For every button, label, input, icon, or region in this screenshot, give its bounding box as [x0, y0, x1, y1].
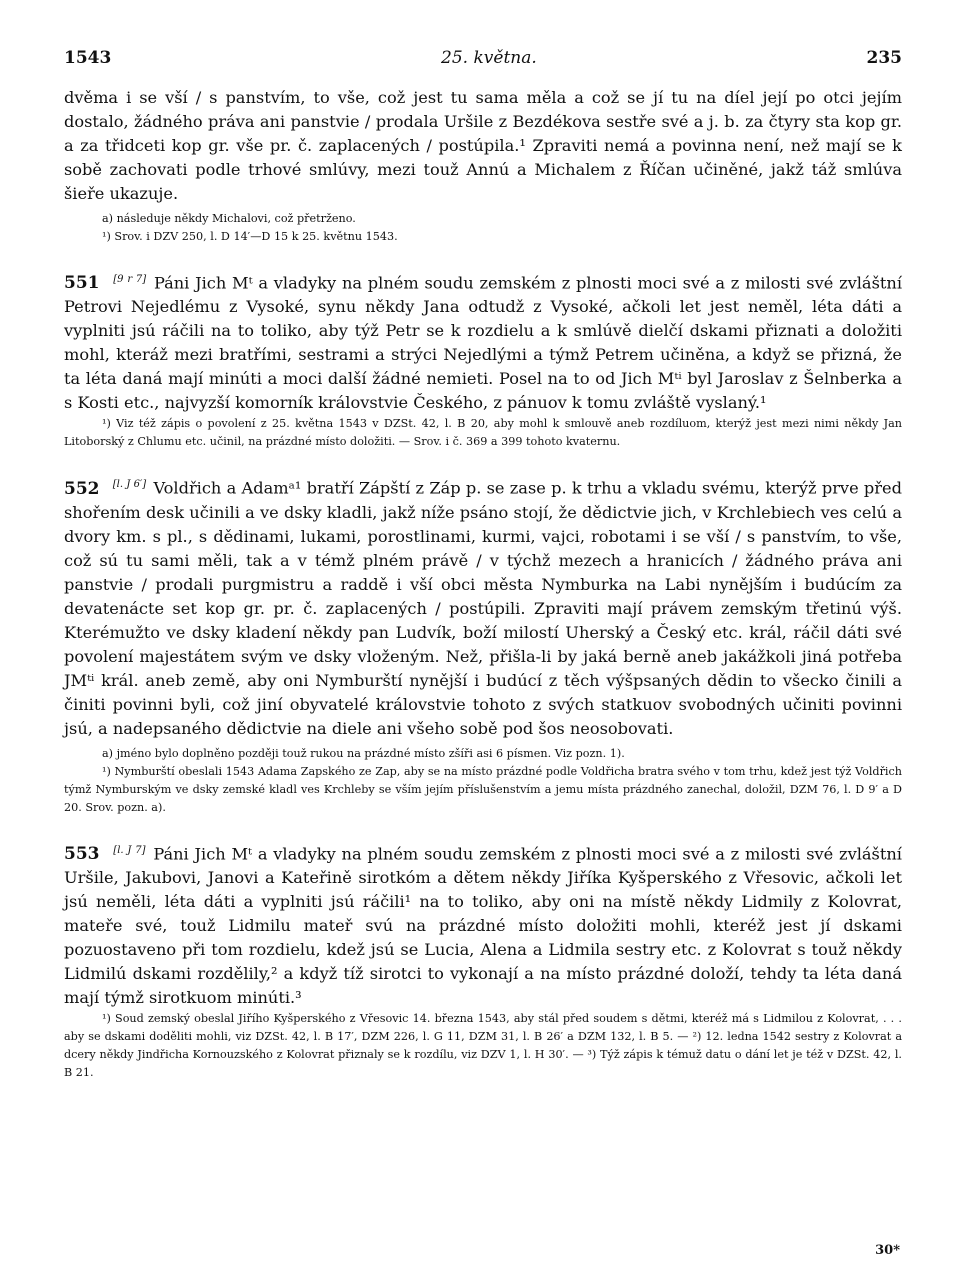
entry-text: Páni Jich Mᵗ a vladyky na plném soudu zemském z plnosti moci své a z milosti své zvláštní Petrovi Nejedlému z Vysoké, synu někdy Jana odtudž z Vysoké, ačkoli let jest neměl, léta dáti a vyplniti jsú ráčili na to toliko, aby týž Petr se k rozdielu a k smlúvě dielčí dskami přiznati a doložiti mohl, kteráž mezi bratřími, sestrami a strýci Nejedlými a týmž Petrem učiněna, a když se přizná, že ta léta daná mají minúti a moci další žádné nemieti. Posel na to od Jich Mᵗⁱ byl Jaroslav z Šelnberka a s Kosti etc., najvyzší komorník královstvie Českého, z pánuov k tomu zvláště vyslaný.¹	[64, 273, 902, 413]
entry-note: ¹) Soud zemský obeslal Jiřího Kyšperského z Vřesovic 14. března 1543, aby stál před soudem s dětmi, kteréž má s Lidmilou z Kolovrat, . . . aby se dskami doděliti mohli, viz DZSt. 42, l. B 17′, DZM 226, l. G 11, DZM 31, l. B 26′ a DZM 132, l. B 5. — ²) 12. lednа 1542 sestry z Kolovrat a dcery někdy Jindřicha Kornouzského z Kolovrat přiznaly se k rozdílu, viz DZV 1, l. H 30′. — ³) Týž zápis k témuž datu o dání let je též v DZSt. 42, l. B 21.	[64, 1012, 902, 1080]
entry-number: 553	[64, 844, 100, 865]
entry-number: 552	[64, 478, 100, 499]
intro-note-a: a) následuje někdy Michalovi, což přetrženo.	[102, 212, 356, 225]
entry-note-a: a) jméno bylo doplněno později touž rukou na prázdné místo zšíři asi 6 písmen. Viz pozn. 1).	[102, 746, 625, 760]
entry-note: ¹) Nymburští obeslali 1543 Adama Zapského ze Zap, aby se na místo prázdné podle Voldřicha bratra svého v tom trhu, kdež jest týž Voldřich týmž Nymburským ve dsky zemské kladl ves Krchleby se vším jejím příslušenstvím a jemu místa prázdného zanechal, doložil, DZM 76, l. D 9′ a D 20. Srov. pozn. a).	[64, 764, 902, 814]
entry-number: 551	[64, 273, 100, 294]
margin-reference: [l. J 7]	[113, 844, 146, 856]
signature-mark: 30*	[875, 1243, 900, 1258]
entry-text: Páni Jich Mᵗ a vladyky na plném soudu zemském z plnosti moci své a z milosti své zvláštní Uršile, Jakubovi, Janovi a Kateřině sirotkóm a dětem někdy Jiříka Kyšperského z Vřesovic, ačkoli let jsú neměli, léta dáti a vyplniti jsú ráčili¹ na to toliko, aby oni na místě někdy Lidmily z Kolovrat, mateře své, touž Lidmilu mateř svú na prázdné místo doložiti mohli, kteréž jest jí dskami pozuostaveno při tom rozdielu, kdež jsú se Lucia, Alena a Lidmila sestry etc. z Kolovrat s touž někdy Lidmilú dskami rozdělily,² a když tíž sirotci to vykonají a na místo prázdné doloží, tehdy ta léta daná mají týmž sirotkuom minúti.³	[64, 844, 902, 1008]
header-year: 1543	[64, 48, 112, 68]
page-header	[64, 48, 902, 68]
entry-551	[64, 268, 902, 451]
entry-text: Voldřich a Adamᵃ¹ bratří Zápští z Záp p. se zase p. k trhu a vkladu svému, kterýž prve před shořením desk učinili a ve dsky kladli, jakž níže psáno stojí, že dědictvie jich, v Krchlebiech ves celú a dvory km. s pl., s dědinami, lukami, porostlinami, kurmi, vajci, robotami i se vší / s panstvím, to vše, což sú tu sami měli, tak a v témž plném právě / v týchž mezech a hranicích / žádného práva ani panstvie / prodali purgmistru a raddě i vší obci města Nymburka na Labi nynějším i budúcím za devatenácte set kop gr. pr. č. zaplacených / postúpili. Zpraviti mají právem zemským třetinú výš. Kterémužto ve dsky kladení někdy pan Ludvík, boží milostí Uherský a Český etc. král, ráčil dáti své povolení majestátem svým ve dsky vloženým. Než, přišla-li by jaká berně aneb jakážkoli jiná potřeba JMᵗⁱ král. aneb země, aby oni Nymburští nynější i budúcí z těch výšpsaných dědin to všecko činili a činiti povinni byli, což jiní obyvatelé královstvie tohoto z svých statkuov svobodných učiniti povinni jsú, a nadepsaného dědictvie na diele ani všeho sobě pod šos neosobovati.	[64, 478, 902, 738]
header-date: 25. května.	[441, 48, 537, 68]
entry-note: ¹) Viz též zápis o povolení z 25. května 1543 v DZSt. 42, l. B 20, aby mohl k smlouvě aneb rozdíluom, kterýž jest mezi nimi někdy Jan Litoborský z Chlumu etc. učinil, na prázdné místo doložiti. — Srov. i č. 369 a 399 tohoto kvaternu.	[64, 417, 902, 449]
header-page-number: 235	[866, 48, 902, 68]
margin-reference: [9 r 7]	[113, 274, 147, 285]
entry-552	[64, 473, 902, 816]
intro-paragraph: dvěma i se vší / s panstvím, to vše, což jest tu sama měla a což se jí tu na díel její po otci jejím dostalo, žádného práva ani panstvie / prodala Uršile z Bezdékova sestře své a j. b. za čtyry sta kop gr. a za třidceti kop gr. vše pr. č. zaplacených / postúpila.¹ Zpraviti nemá a povinna není, než mají se k sobě zachovati podle trhové smlúvy, mezi touž Annú a Michalem z Říčan učiněné, jakž táž smlúva šieře ukazuje.	[64, 88, 902, 203]
entry-553	[64, 839, 902, 1082]
margin-reference: [l. J 6′]	[112, 479, 147, 491]
intro-note-1: ¹) Srov. i DZV 250, l. D 14′—D 15 k 25. květnu 1543.	[102, 230, 398, 243]
